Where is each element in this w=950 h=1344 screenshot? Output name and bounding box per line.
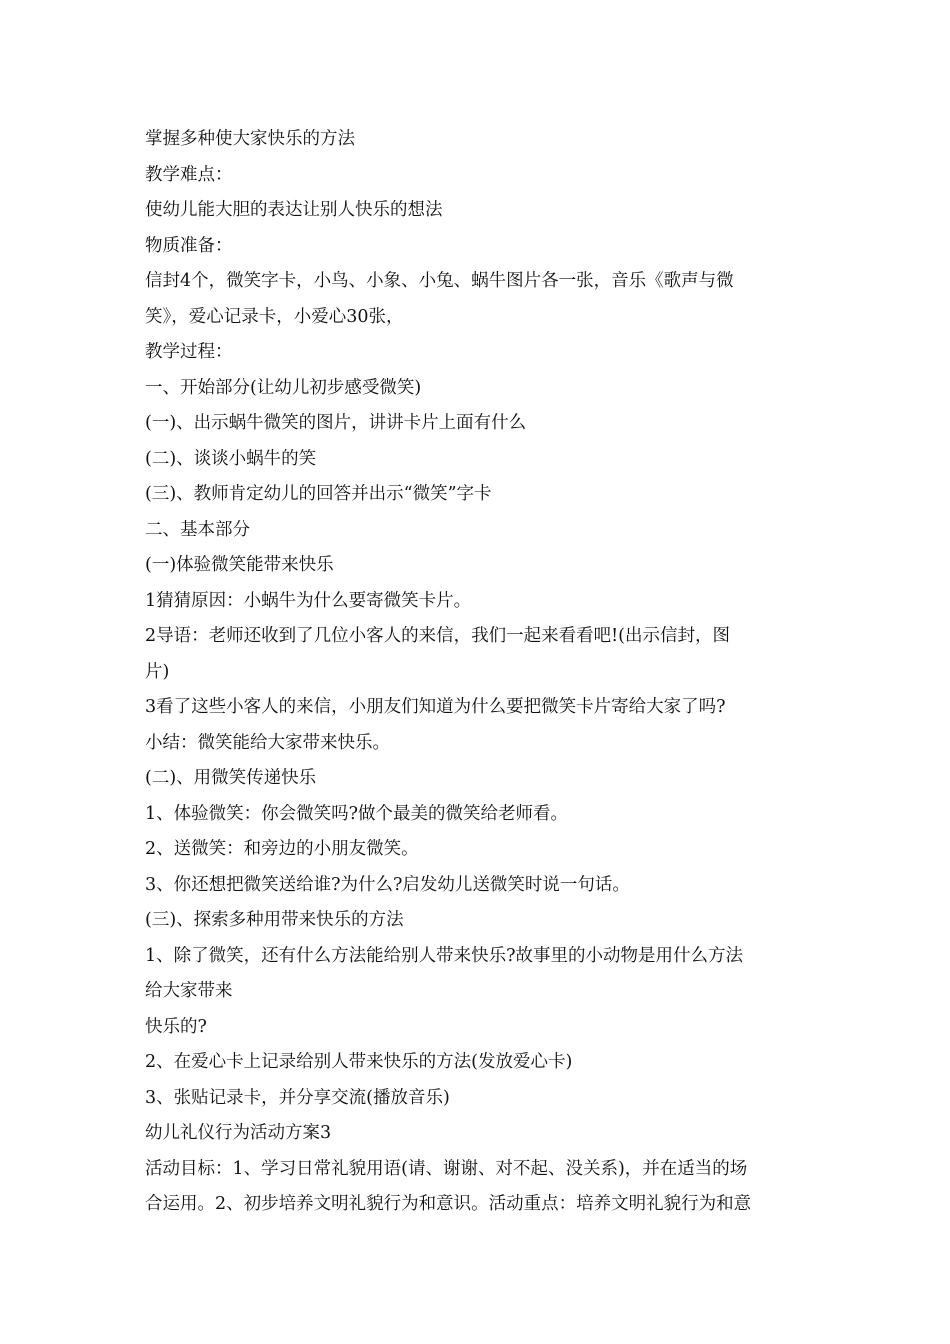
text-line: 1猜猜原因：小蜗牛为什么要寄微笑卡片。 bbox=[145, 590, 472, 611]
text-line: 快乐的? bbox=[145, 1016, 207, 1037]
text-line: 掌握多种使大家快乐的方法 bbox=[145, 129, 355, 149]
text-line: (一)体验微笑能带来快乐 bbox=[145, 555, 334, 575]
text-line: (一)、出示蜗牛微笑的图片，讲讲卡片上面有什么 bbox=[145, 413, 527, 433]
section-heading: 教学过程： bbox=[145, 342, 233, 362]
text-line: 活动目标：1、学习日常礼貌用语(请、谢谢、对不起、没关系)，并在适当的场 bbox=[145, 1158, 748, 1179]
text-line: 给大家带来 bbox=[145, 981, 233, 1001]
text-line: 1、除了微笑，还有什么方法能给别人带来快乐?故事里的小动物是用什么方法 bbox=[145, 945, 744, 966]
text-line: 2、送微笑：和旁边的小朋友微笑。 bbox=[145, 839, 419, 859]
section-heading: 教学难点： bbox=[145, 164, 233, 185]
text-line: 片) bbox=[145, 661, 170, 682]
text-line: (二)、用微笑传递快乐 bbox=[145, 768, 317, 788]
text-line: 1、体验微笑：你会微笑吗?做个最美的微笑给老师看。 bbox=[145, 803, 569, 824]
document-title: 幼儿礼仪行为活动方案3 bbox=[145, 1123, 332, 1143]
text-line: 信封4个，微笑字卡，小鸟、小象、小兔、蜗牛图片各一张，音乐《歌声与微 bbox=[145, 271, 734, 291]
text-line: (二)、谈谈小蜗牛的笑 bbox=[145, 448, 317, 469]
text-line: 笑》，爱心记录卡，小爱心30张， bbox=[145, 306, 404, 327]
text-line: 3、你还想把微笑送给谁?为什么?启发幼儿送微笑时说一句话。 bbox=[145, 874, 630, 895]
text-line: (三)、探索多种用带来快乐的方法 bbox=[145, 910, 404, 930]
section-heading: 物质准备： bbox=[145, 235, 233, 256]
text-line: 一、开始部分(让幼儿初步感受微笑) bbox=[145, 377, 422, 398]
text-line: 2导语：老师还收到了几位小客人的来信，我们一起来看看吧!(出示信封，图 bbox=[145, 626, 730, 646]
text-line: 合运用。2、初步培养文明礼貌行为和意识。活动重点：培养文明礼貌行为和意 bbox=[145, 1194, 752, 1214]
text-line: 使幼儿能大胆的表达让别人快乐的想法 bbox=[145, 200, 443, 220]
text-line: 小结：微笑能给大家带来快乐。 bbox=[145, 732, 390, 753]
text-line: 3、张贴记录卡，并分享交流(播放音乐) bbox=[145, 1087, 450, 1108]
document-body bbox=[145, 122, 810, 1223]
text-line: 2、在爱心卡上记录给别人带来快乐的方法(发放爱心卡) bbox=[145, 1052, 573, 1072]
text-line: 3看了这些小客人的来信，小朋友们知道为什么要把微笑卡片寄给大家了吗? bbox=[145, 697, 726, 717]
text-line: (三)、教师肯定幼儿的回答并出示“微笑”字卡 bbox=[145, 484, 492, 504]
text-line: 二、基本部分 bbox=[145, 519, 250, 540]
